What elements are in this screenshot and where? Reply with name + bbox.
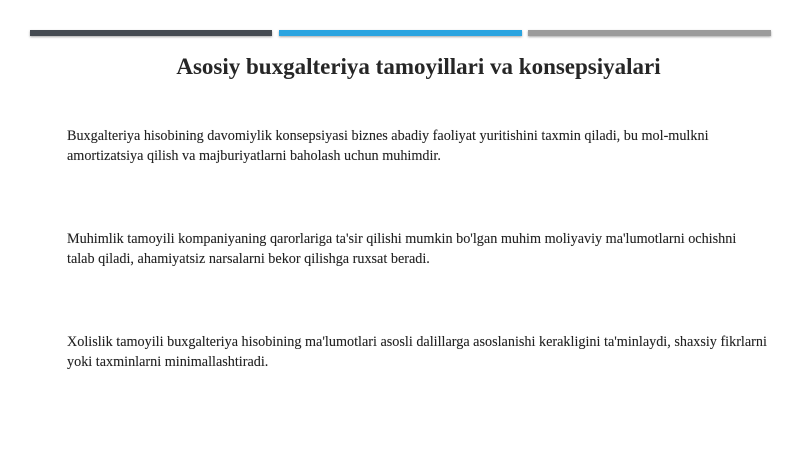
slide-title: Asosiy buxgalteriya tamoyillari va konsepsiyalari [176, 54, 661, 79]
accent-bar-gray [528, 30, 771, 36]
accent-bar-blue [279, 30, 522, 36]
paragraph-going-concern: Buxgalteriya hisobining davomiylik konsepsiyasi biznes abadiy faoliyat yuritishini taxmin qiladi, bu mol-mulkni amortizatsiya qilish va majburiyatlarni baholash uchun muhimdir. [67, 128, 709, 164]
paragraph-materiality: Muhimlik tamoyili kompaniyaning qarorlariga ta'sir qilishi mumkin bo'lgan muhim moliyaviy ma'lumotlarni ochishni talab qiladi, ahamiyatsiz narsalarni bekor qilishga ruxsat beradi. [67, 231, 737, 267]
paragraph-objectivity: Xolislik tamoyili buxgalteriya hisobining ma'lumotlari asosli dalillarga asoslanishi kerakligini ta'minlaydi, shaxsiy fikrlarni yoki taxminlarni minimallashtiradi. [67, 334, 767, 370]
accent-bar-dark [30, 30, 272, 36]
